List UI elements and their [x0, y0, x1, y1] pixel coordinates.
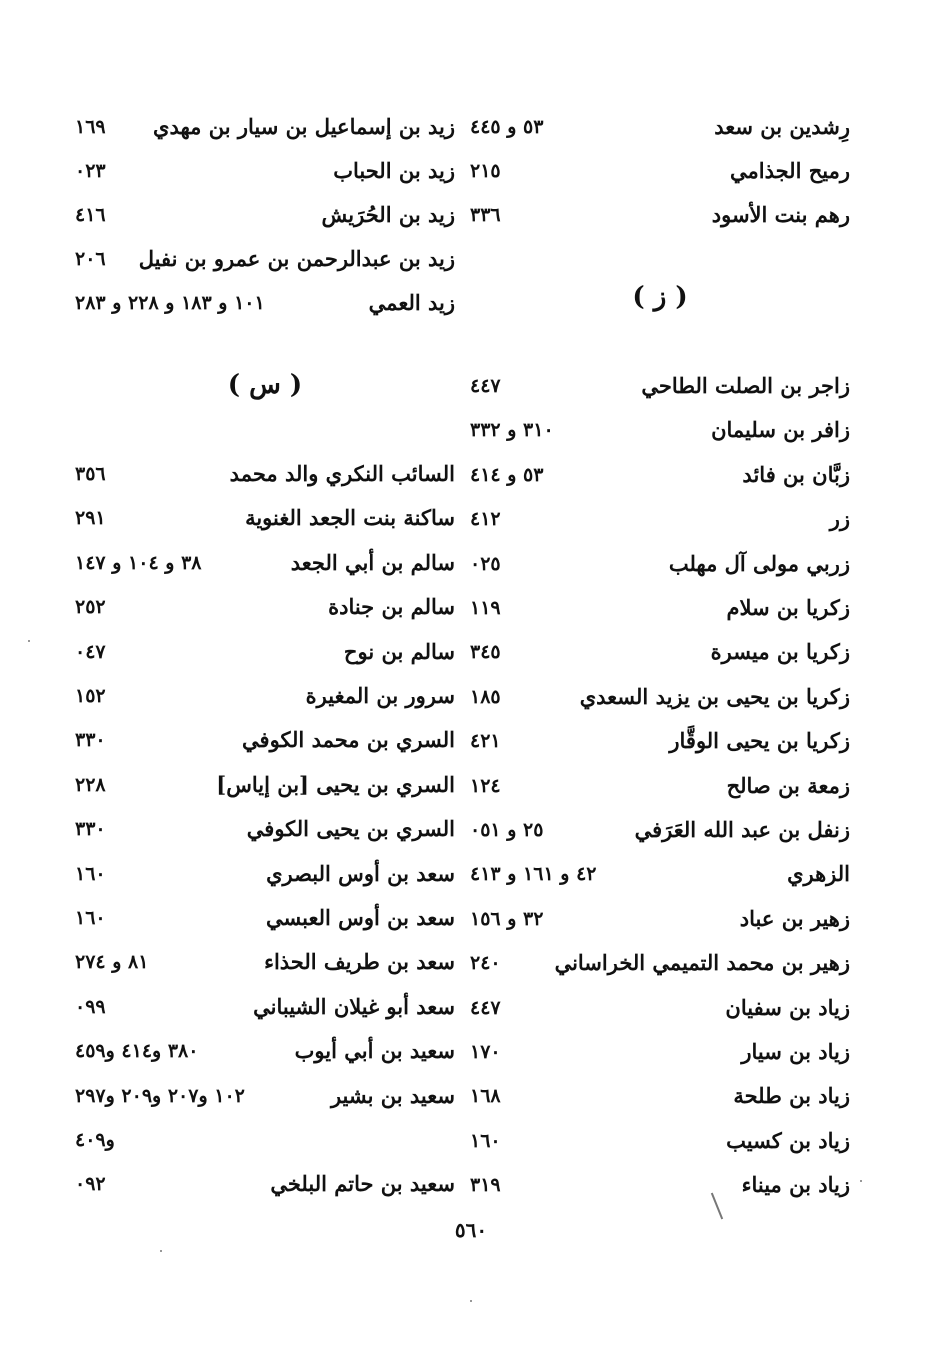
scan-speck — [28, 640, 30, 642]
index-entry — [470, 630, 850, 674]
entry-name: زياد بن طلحة — [733, 1083, 850, 1109]
index-entry — [75, 237, 455, 281]
entry-name: سعيد بن حاتم البلخي — [270, 1171, 455, 1197]
entry-pages: ٤٢ و ١٦١ و ٤١٣ — [470, 863, 597, 886]
index-entry — [470, 675, 850, 719]
entry-name: زهير بن عباد — [739, 905, 850, 931]
entry-pages: ١٦٠ — [75, 862, 106, 885]
index-entry — [470, 852, 850, 896]
entry-name: الزهري — [787, 861, 850, 887]
entry-pages: ٣٤٥ — [470, 641, 501, 664]
entry-name: سعد بن طريف الحذاء — [264, 949, 455, 975]
entry-pages: ٠٩٩ — [75, 995, 106, 1018]
index-entry — [75, 149, 455, 193]
entry-pages: ٤١٢ — [470, 508, 501, 531]
entry-name: زياد بن كسيب — [726, 1127, 850, 1153]
entry-pages: ٣١٠ و ٣٣٢ — [470, 419, 554, 442]
scan-speck — [160, 1250, 162, 1252]
entry-name: السري بن يحيى الكوفي — [246, 816, 455, 842]
index-entry — [470, 149, 850, 193]
entry-name: زربي مولى آل مهلب — [668, 550, 850, 576]
index-entry — [75, 496, 455, 540]
entry-name: زيد العمي — [368, 290, 455, 315]
index-entry — [470, 586, 850, 630]
entry-pages: ٣٣٦ — [470, 204, 501, 226]
index-entry — [470, 1119, 850, 1163]
entry-pages: ٤٤٧ — [470, 375, 501, 397]
entry-pages: ٣١٩ — [470, 1174, 501, 1197]
entry-name: سالم بن نوح — [343, 638, 455, 664]
entry-name: السري بن محمد الكوفي — [242, 727, 455, 753]
entry-name: سالم بن أبي الجعد — [290, 549, 455, 575]
index-entry — [470, 193, 850, 237]
entry-pages: ٢٥٢ — [75, 596, 106, 619]
entry-pages: ١٠١ و ١٨٣ و ٢٢٨ و ٢٨٣ — [75, 292, 265, 314]
entry-name: ساكنة بنت الجعد الغنوية — [245, 505, 455, 531]
entry-pages: ١٥٢ — [75, 685, 106, 707]
entry-pages: ٠٩٢ — [75, 1173, 106, 1196]
entry-name: زيد بن عبدالرحمن بن عمرو بن نفيل — [138, 246, 455, 271]
index-entry — [470, 1030, 850, 1074]
entry-name: سعد أبو غيلان الشيباني — [253, 993, 455, 1019]
entry-pages: ١٦٩ — [75, 116, 106, 138]
entry-pages: ١٦٠ — [470, 1129, 501, 1152]
entry-name: زر — [829, 506, 850, 532]
index-entry — [470, 542, 850, 586]
entry-name: زيد بن الحباب — [333, 158, 455, 183]
index-entry — [75, 763, 455, 807]
index-entry — [470, 1074, 850, 1118]
index-entry — [75, 985, 455, 1029]
entry-name: زنفل بن عبد الله العَرَفي — [634, 817, 850, 842]
entry-pages: و٤٠٩ — [75, 1129, 115, 1151]
index-entry — [470, 986, 850, 1030]
entry-pages: ٢٠٦ — [75, 248, 106, 270]
entry-name: زاجر بن الصلت الطاحي — [641, 373, 850, 398]
index-entry — [75, 1118, 455, 1162]
entry-name: زافر بن سليمان — [711, 417, 850, 443]
entry-name: زيد بن الحُرَيش — [321, 202, 455, 227]
entry-name: سعد بن أوس البصري — [266, 860, 455, 886]
index-entry — [470, 941, 850, 985]
entry-pages: ٤٤٧ — [470, 996, 501, 1019]
entry-name: زكريا بن يحيى الوقَّار — [669, 728, 850, 754]
entry-name: زهير بن محمد التميمي الخراساني — [554, 950, 850, 976]
index-entry — [75, 105, 455, 149]
index-entry — [75, 940, 455, 984]
section-heading-sin: ( س ) — [227, 370, 303, 400]
entry-pages: ٥٣ و ٤٤٥ — [470, 116, 544, 138]
entry-name: رهم بنت الأسود — [711, 202, 850, 227]
entry-pages: ٢٢٨ — [75, 773, 106, 796]
index-entry — [470, 897, 850, 941]
entry-name: زياد بن سفيان — [725, 994, 850, 1020]
scan-speck — [860, 1180, 862, 1182]
entry-name: زبَّان بن فائد — [742, 461, 850, 487]
entry-pages: ٣٢ و ١٥٦ — [470, 907, 544, 930]
index-entry — [75, 541, 455, 585]
entry-name: زياد بن ميناء — [741, 1172, 850, 1198]
index-entry — [75, 630, 455, 674]
entry-pages: ٣٣٠ — [75, 818, 106, 841]
index-entry — [470, 497, 850, 541]
index-entry — [75, 896, 455, 940]
index-entry — [470, 105, 850, 149]
index-entry — [470, 408, 850, 452]
entry-name: زياد بن سيار — [741, 1039, 850, 1064]
index-entry — [75, 1029, 455, 1073]
index-entry — [75, 281, 455, 325]
entry-pages: ٠٤٧ — [75, 640, 106, 663]
entry-pages: ٣٥٦ — [75, 463, 106, 485]
index-entry — [470, 764, 850, 808]
index-entry — [470, 1163, 850, 1207]
index-entry — [75, 718, 455, 762]
index-entry — [75, 1162, 455, 1206]
entry-pages: ٣٣٠ — [75, 729, 106, 752]
entry-name: زكريا بن يحيى بن يزيد السعدي — [579, 683, 850, 709]
section-heading-zay: ( ز ) — [632, 282, 688, 312]
entry-name: السري بن يحيى [بن إياس] — [216, 771, 455, 797]
entry-name: زكريا بن سلام — [726, 595, 850, 620]
entry-name: سعيد بن أبي أيوب — [294, 1038, 455, 1064]
entry-name: سرور بن المغيرة — [305, 683, 455, 708]
entry-name: السائب النكري والد محمد — [229, 461, 455, 486]
entry-pages: ٤٢١ — [470, 730, 501, 753]
entry-pages: ٢٩١ — [75, 507, 106, 530]
index-entry — [470, 808, 850, 852]
entry-name: زمعة بن صالح — [726, 772, 850, 798]
index-entry — [75, 852, 455, 896]
index-entry — [470, 364, 850, 408]
entry-pages: ٣٨٠ و٤١٤ و٤٥٩ — [75, 1040, 199, 1063]
scan-speck — [470, 1300, 472, 1302]
entry-pages: ١١٩ — [470, 597, 501, 619]
entry-pages: ٠٢٣ — [75, 160, 106, 182]
entry-pages: ٣٨ و ١٠٤ و ١٤٧ — [75, 551, 202, 574]
index-entry — [75, 1074, 455, 1118]
index-entry — [470, 719, 850, 763]
entry-name: زيد بن إسماعيل بن سيار بن مهدي — [153, 114, 455, 139]
entry-pages: ٤١٦ — [75, 204, 106, 226]
entry-pages: ٢١٥ — [470, 160, 501, 182]
index-entry — [75, 193, 455, 237]
index-entry — [75, 452, 455, 496]
entry-pages: ١٨٥ — [470, 685, 501, 708]
entry-pages: ١٦٨ — [470, 1085, 501, 1108]
entry-pages: ٥٣ و ٤١٤ — [470, 463, 544, 486]
index-entry — [75, 807, 455, 851]
entry-pages: ١٧٠ — [470, 1041, 501, 1063]
entry-pages: ١٦٠ — [75, 907, 106, 929]
entry-pages: ٨١ و ٢٧٤ — [75, 951, 149, 974]
entry-name: رميح الجذامي — [730, 158, 850, 183]
entry-pages: ٢٥ و ٠٥١ — [470, 819, 544, 841]
page-number: ٥٦٠ — [454, 1218, 488, 1242]
entry-pages: ١٠٢ و٢٠٧ و٢٠٩ و٢٩٧ — [75, 1084, 245, 1107]
entry-name: زكريا بن ميسرة — [710, 639, 850, 665]
index-entry — [75, 674, 455, 718]
entry-pages: ٠٢٥ — [470, 552, 501, 575]
entry-name: سعيد بن بشير — [330, 1082, 455, 1108]
entry-name: سالم بن جنادة — [328, 594, 455, 620]
entry-name: سعد بن أوس العبسي — [265, 905, 455, 930]
index-entry — [75, 585, 455, 629]
entry-pages: ٢٤٠ — [470, 952, 501, 975]
entry-name: رِشدين بن سعد — [714, 114, 850, 139]
entry-pages: ١٢٤ — [470, 774, 501, 797]
index-entry — [470, 453, 850, 497]
